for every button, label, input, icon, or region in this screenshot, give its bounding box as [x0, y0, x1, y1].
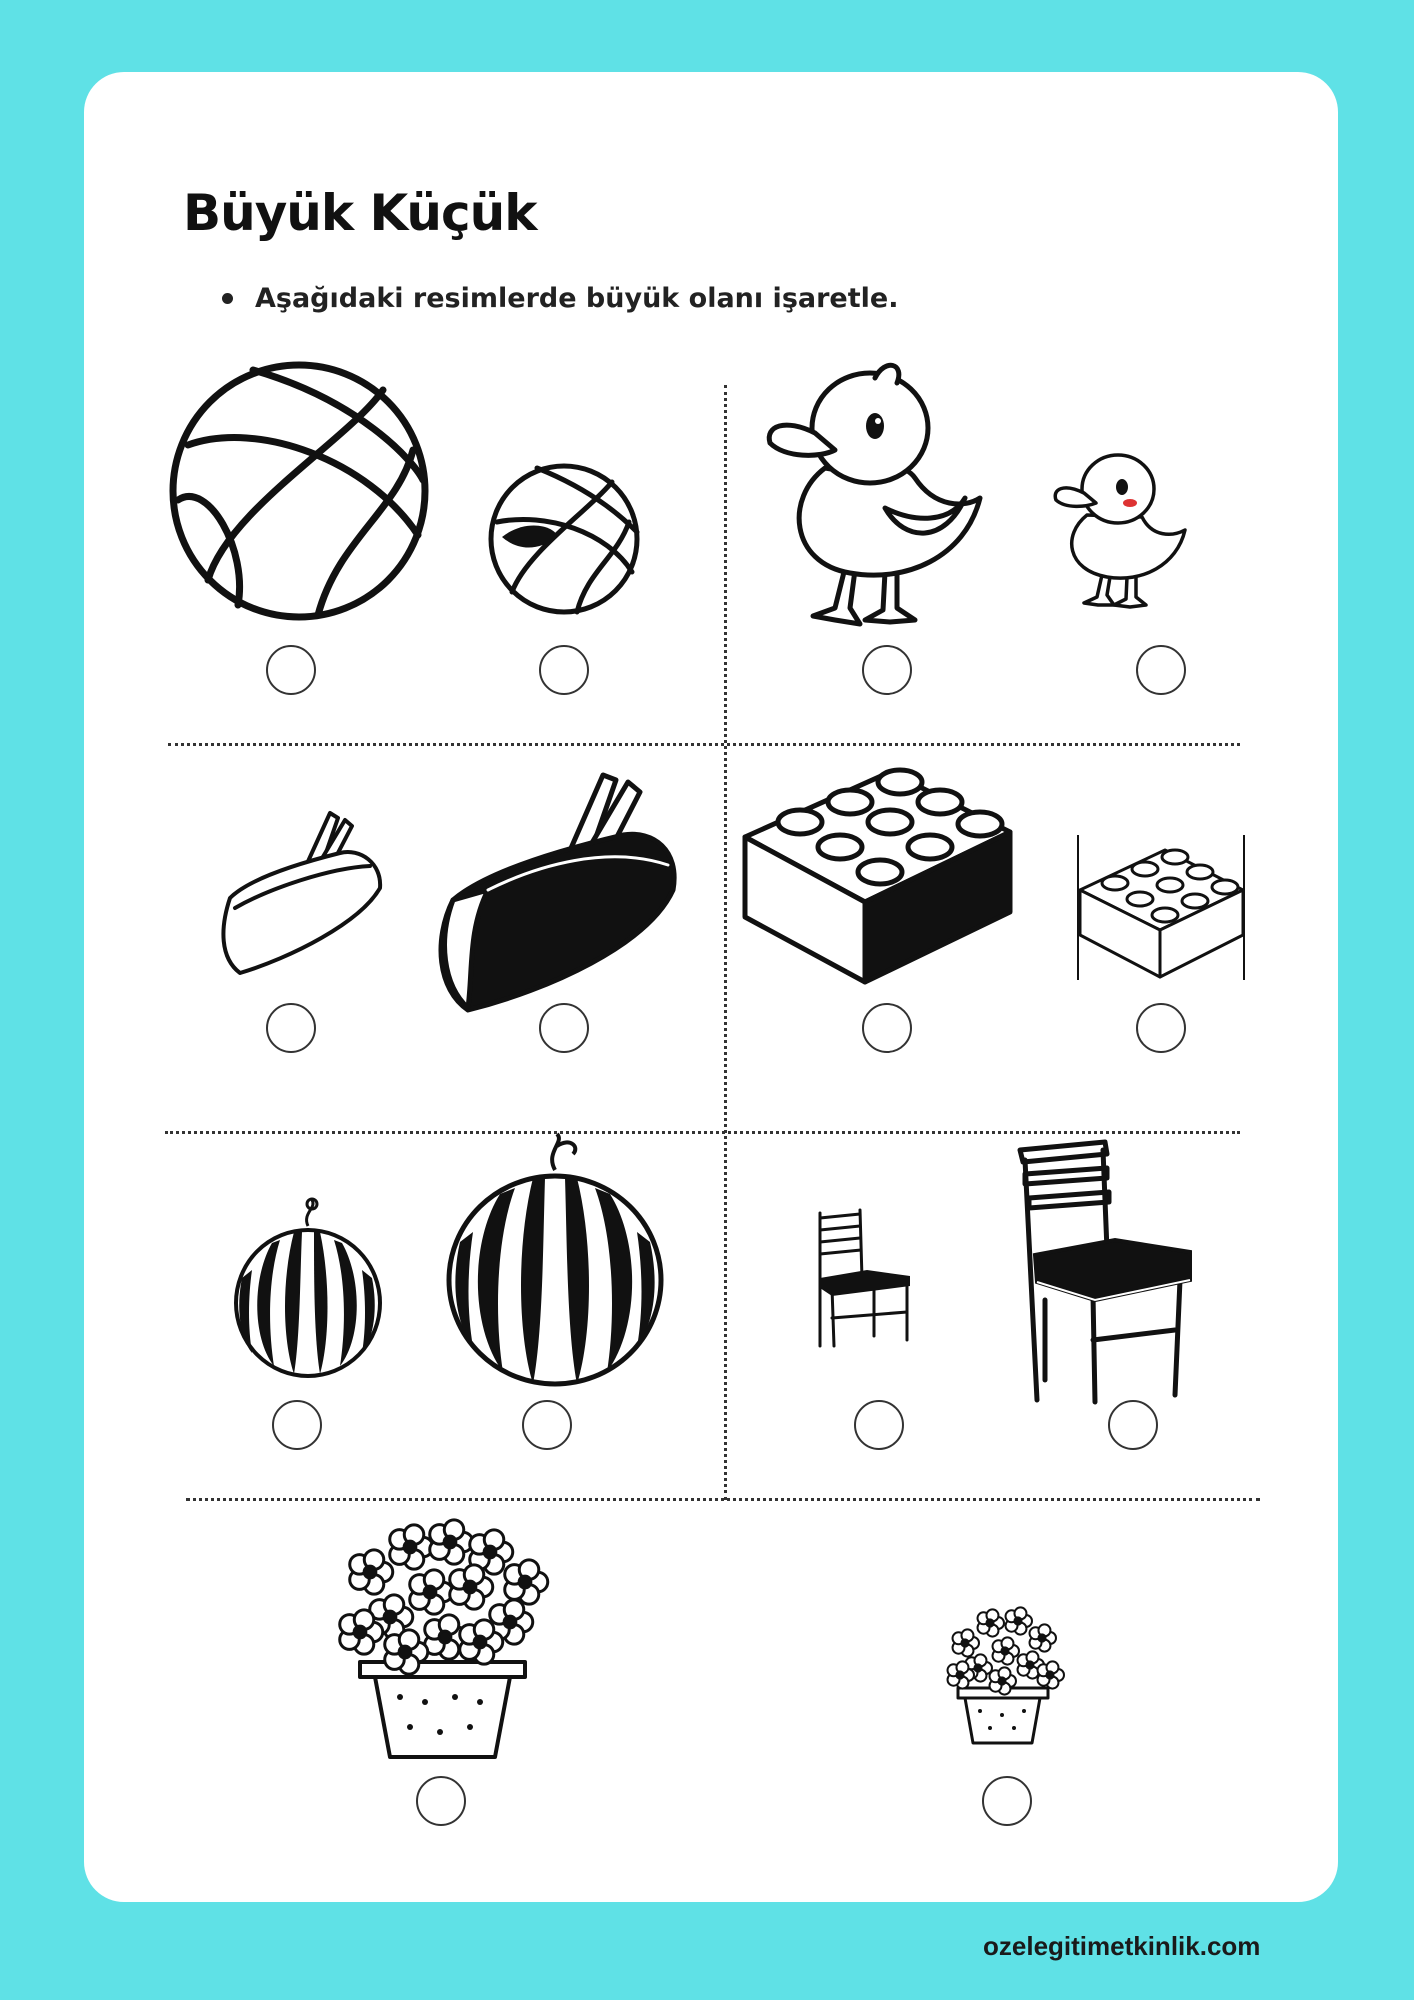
big-pencil-case-image: [428, 770, 683, 1015]
big-chair-image: [1015, 1140, 1193, 1410]
answer-circle-big-duck[interactable]: [862, 645, 912, 695]
answer-circle-small-pencil-case[interactable]: [266, 1003, 316, 1053]
bullet-icon: [222, 293, 233, 304]
answer-circle-small-flower-pot[interactable]: [982, 1776, 1032, 1826]
footer-website: ozelegitimetkinlik.com: [983, 1931, 1261, 1961]
small-watermelon-image: [232, 1198, 384, 1378]
small-flower-pot-image: [940, 1603, 1065, 1748]
big-basketball-image: [168, 360, 430, 622]
answer-circle-big-chair[interactable]: [1108, 1400, 1158, 1450]
worksheet-title: Büyük Küçük: [183, 184, 537, 242]
instruction: [222, 283, 898, 314]
worksheet-card: [84, 72, 1338, 1902]
answer-circle-small-basketball[interactable]: [539, 645, 589, 695]
answer-circle-small-duck[interactable]: [1136, 645, 1186, 695]
answer-circle-big-flower-pot[interactable]: [416, 1776, 466, 1826]
row-divider-1: [168, 743, 1240, 746]
big-duck-image: [765, 358, 990, 638]
small-pencil-case-image: [210, 808, 390, 983]
answer-circle-big-lego-brick[interactable]: [862, 1003, 912, 1053]
big-flower-pot-image: [330, 1512, 555, 1762]
row-divider-3: [186, 1498, 1260, 1501]
answer-circle-small-watermelon[interactable]: [272, 1400, 322, 1450]
big-watermelon-image: [445, 1132, 665, 1387]
answer-circle-big-watermelon[interactable]: [522, 1400, 572, 1450]
row-divider-2: [165, 1131, 1240, 1134]
vertical-divider: [724, 385, 727, 1500]
instruction-text: Aşağıdaki resimlerde büyük olanı işaretle.: [255, 283, 899, 314]
small-duck-image: [1052, 445, 1192, 615]
answer-circle-big-basketball[interactable]: [266, 645, 316, 695]
answer-circle-small-lego-brick[interactable]: [1136, 1003, 1186, 1053]
small-chair-image: [812, 1208, 914, 1350]
answer-circle-small-chair[interactable]: [854, 1400, 904, 1450]
answer-circle-big-pencil-case[interactable]: [539, 1003, 589, 1053]
small-lego-brick-image: [1075, 835, 1247, 980]
small-basketball-image: [487, 462, 641, 616]
big-lego-brick-image: [740, 762, 1015, 987]
